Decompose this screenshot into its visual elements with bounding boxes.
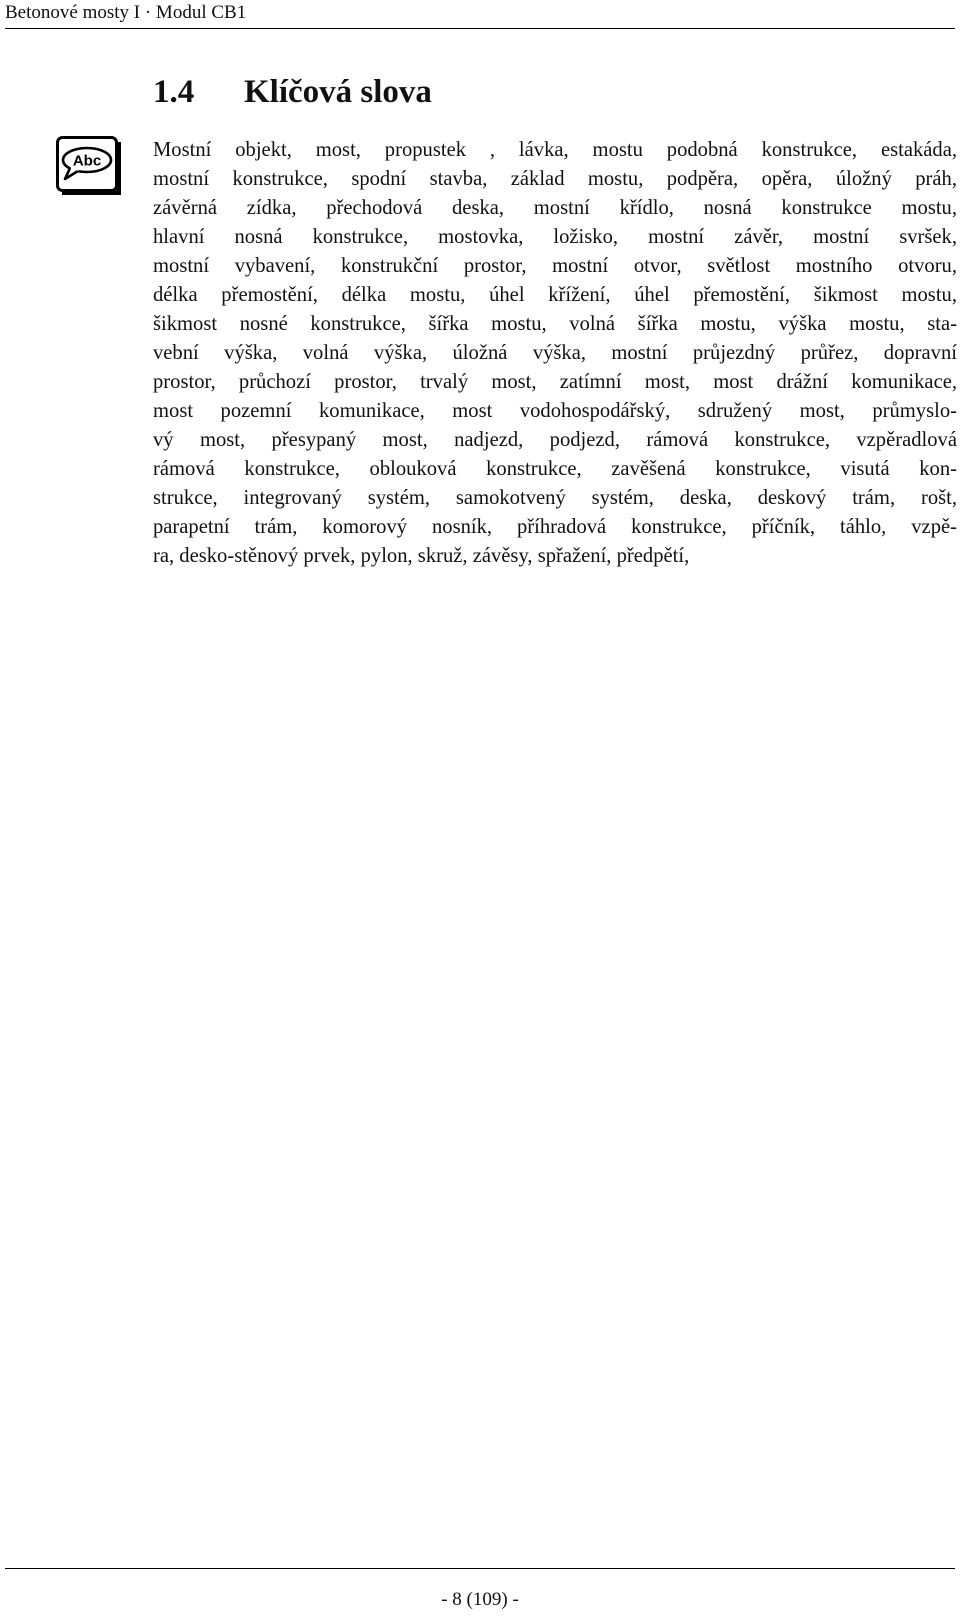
keywords-line: vý most, přesypaný most, nadjezd, podjezd, rámová konstrukce, vzpěradlová [153, 429, 957, 451]
section-heading [153, 72, 432, 112]
section-number: 1.4 [153, 74, 195, 110]
keywords-line: závěrná zídka, přechodová deska, mostní křídlo, nosná konstrukce mostu, [153, 197, 957, 219]
icon-label: Abc [72, 152, 102, 170]
keywords-line: hlavní nosná konstrukce, mostovka, ložisko, mostní závěr, mostní svršek, [153, 226, 957, 248]
keywords-line: délka přemostění, délka mostu, úhel křížení, úhel přemostění, šikmost mostu, [153, 284, 957, 306]
keywords-line: ra, desko-stěnový prvek, pylon, skruž, závěsy, spřažení, předpětí, [153, 545, 690, 567]
keywords-line: parapetní trám, komorový nosník, příhradová konstrukce, příčník, táhlo, vzpě- [153, 516, 957, 538]
section-title: Klíčová slova [244, 74, 432, 110]
footer-divider [5, 1568, 955, 1569]
keywords-line: šikmost nosné konstrukce, šířka mostu, volná šířka mostu, výška mostu, sta- [153, 313, 957, 335]
keywords-line: most pozemní komunikace, most vodohospodářský, sdružený most, průmyslo- [153, 400, 957, 422]
page-number: - 8 (109) - [441, 1589, 519, 1610]
keywords-line: mostní konstrukce, spodní stavba, základ mostu, podpěra, opěra, úložný práh, [153, 168, 957, 190]
running-header: Betonové mosty I · Modul CB1 [5, 2, 247, 23]
header-divider [5, 28, 955, 29]
keywords-paragraph [153, 136, 957, 571]
keywords-line: prostor, průchozí prostor, trvalý most, zatímní most, most drážní komunikace, [153, 371, 957, 393]
keywords-line: rámová konstrukce, oblouková konstrukce, zavěšená konstrukce, visutá kon- [153, 458, 957, 480]
keywords-line: vební výška, volná výška, úložná výška, mostní průjezdný průřez, dopravní [153, 342, 957, 364]
keywords-line: mostní vybavení, konstrukční prostor, mostní otvor, světlost mostního otvoru, [153, 255, 957, 277]
abc-speech-bubble-icon [56, 136, 122, 196]
keywords-line: Mostní objekt, most, propustek , lávka, mostu podobná konstrukce, estakáda, [153, 139, 957, 161]
keywords-line: strukce, integrovaný systém, samokotvený systém, deska, deskový trám, rošt, [153, 487, 957, 509]
